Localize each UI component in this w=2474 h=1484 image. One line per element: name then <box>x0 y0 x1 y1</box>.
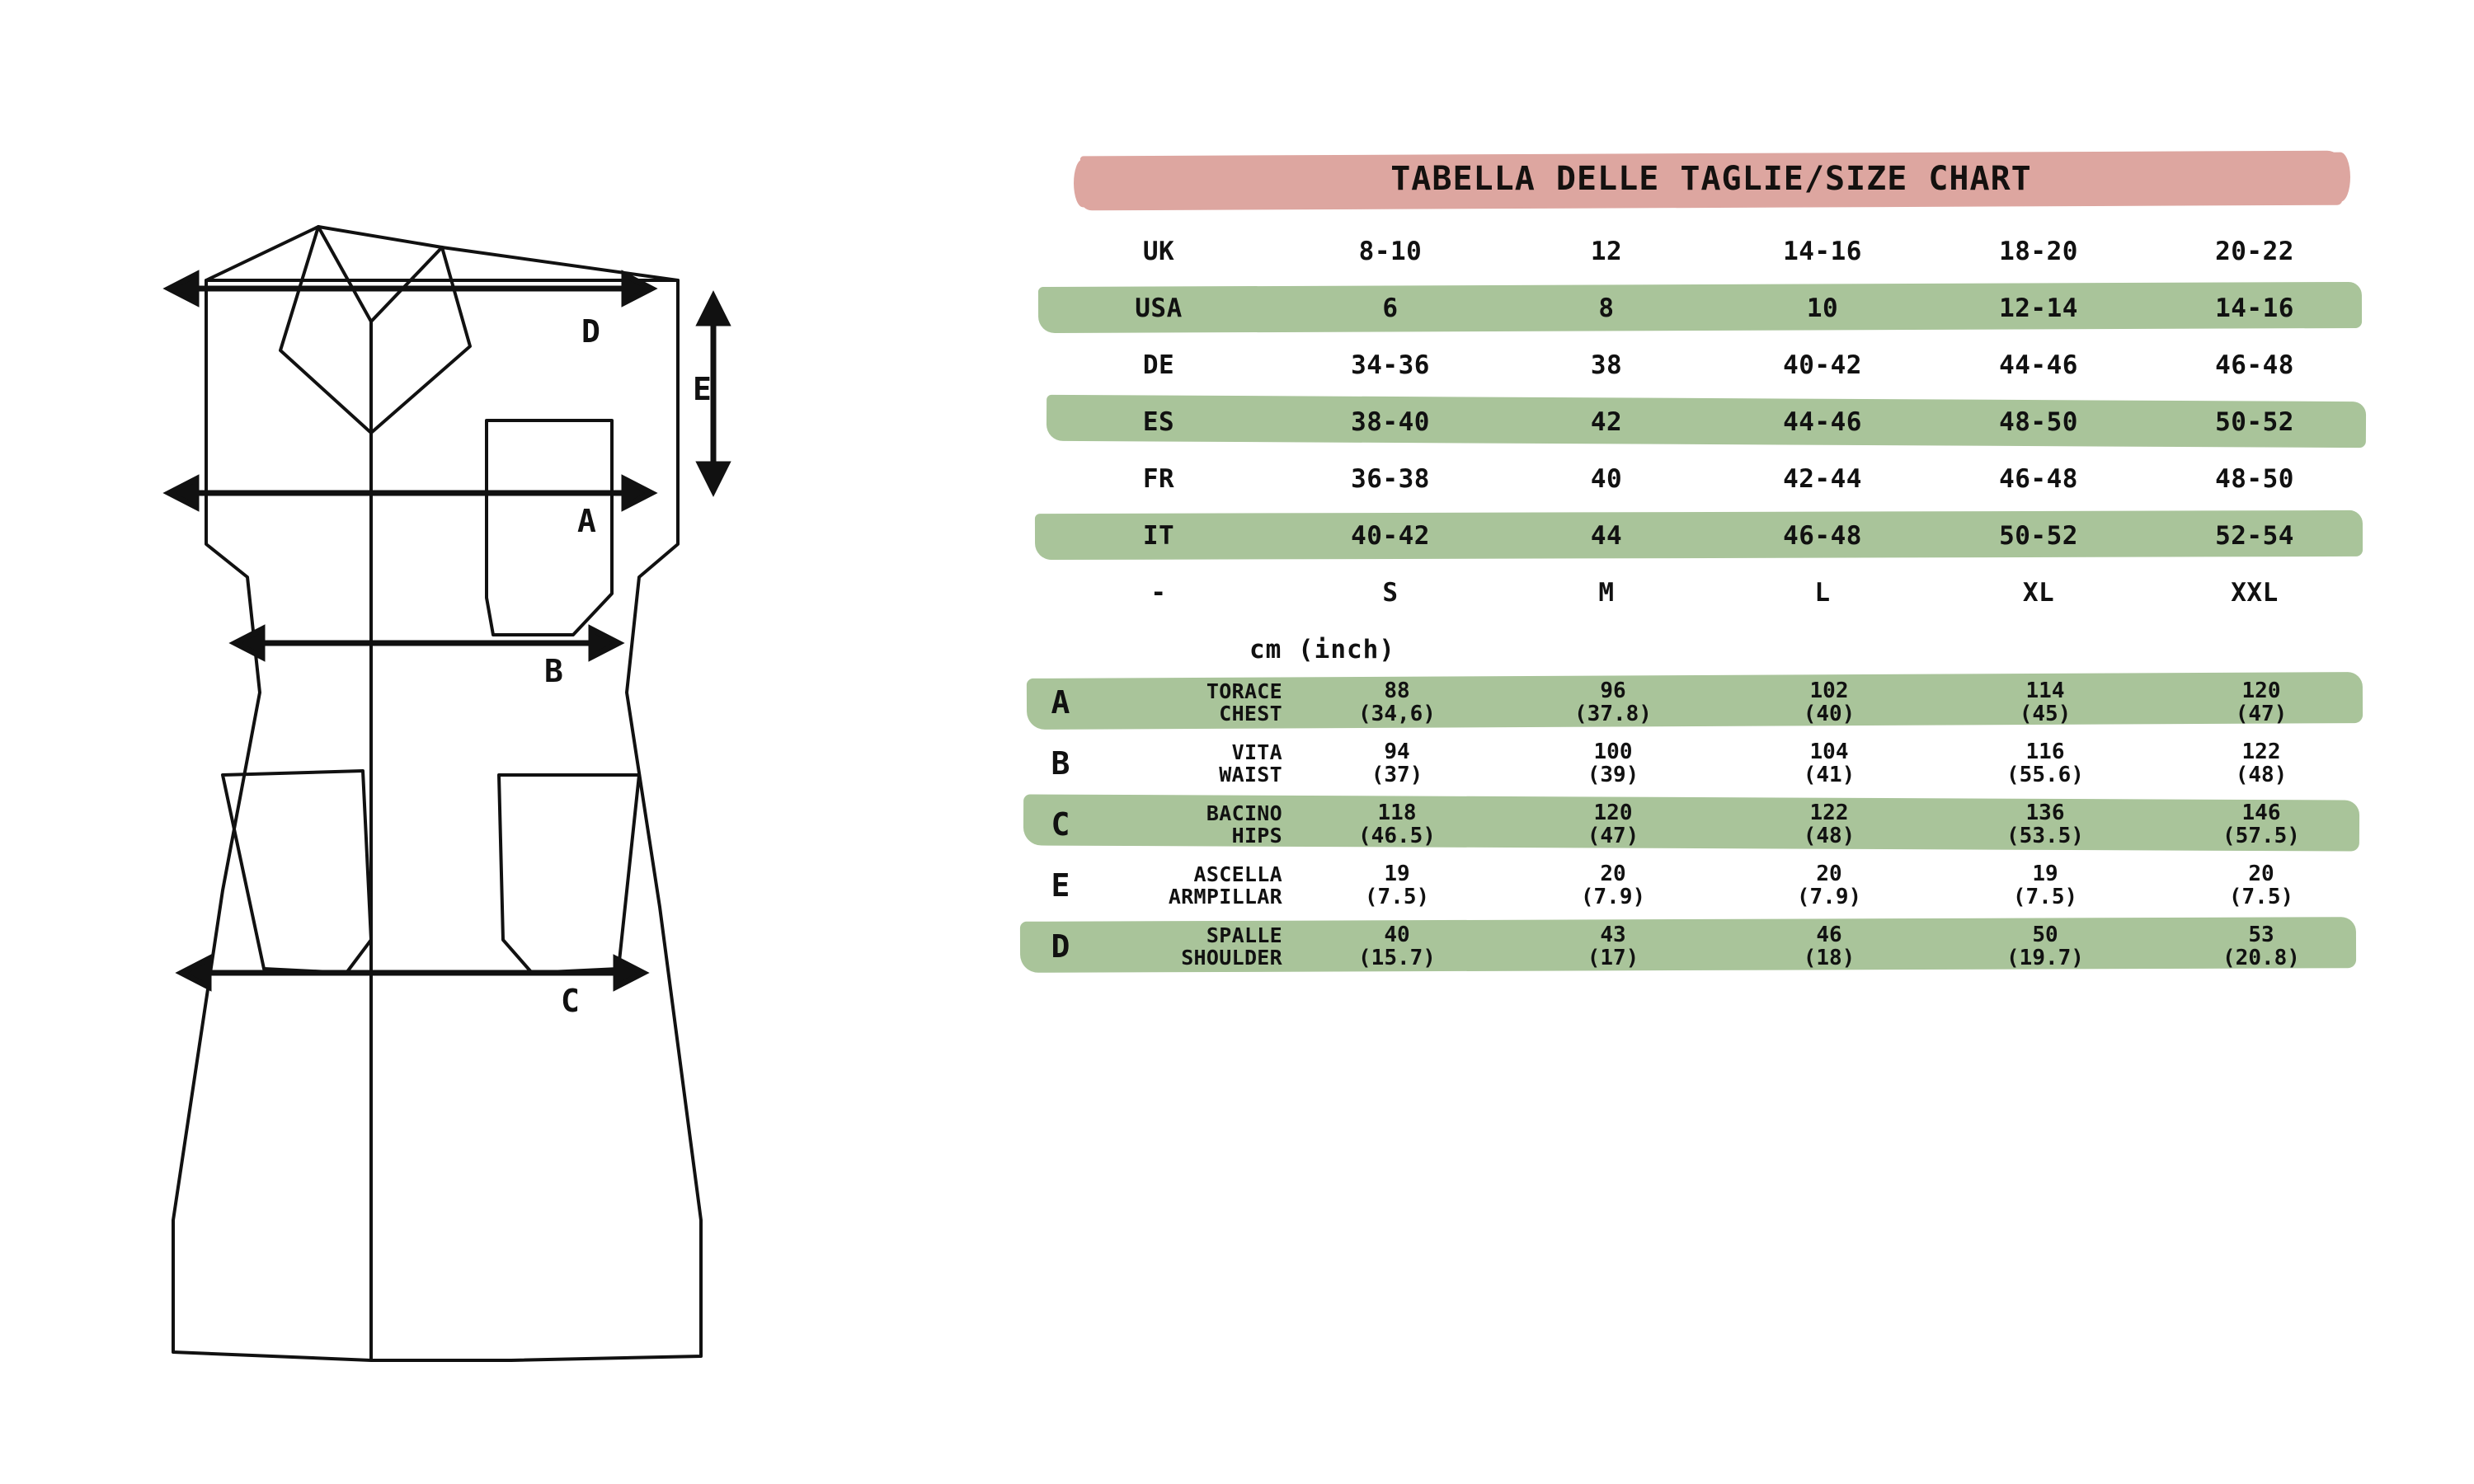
arrow-b-head-right <box>591 629 618 657</box>
value-cm: 43 <box>1600 922 1626 947</box>
arrow-e-head-bottom <box>700 464 727 491</box>
marker-label-c: C <box>561 983 580 1019</box>
value-inch: (7.5) <box>2012 885 2078 909</box>
value-cm: 104 <box>1809 739 1849 764</box>
value-inch: (15.7) <box>1358 946 1436 970</box>
value-inch: (37.8) <box>1574 702 1652 726</box>
measure-name <box>1086 802 1289 847</box>
value-cm: 19 <box>2032 861 2058 886</box>
row-label: FR <box>1142 463 1175 494</box>
measure-name <box>1086 741 1289 786</box>
measure-name-en: HIPS <box>1231 824 1282 848</box>
cell-value: 10 <box>1806 293 1839 323</box>
table-row <box>1035 733 2437 794</box>
value-inch: (55.6) <box>2006 763 2084 787</box>
arrow-d-head-left <box>169 275 196 303</box>
cell-value: 20-22 <box>2215 236 2294 266</box>
cell-value <box>1937 923 2153 970</box>
cell-value: 46-48 <box>1999 463 2078 494</box>
garment-pocket-left <box>223 771 371 973</box>
value-cm: 122 <box>1809 800 1849 825</box>
arrow-a-head-left <box>169 479 196 507</box>
measure-name-en: CHEST <box>1219 702 1282 726</box>
cell-value: 8-10 <box>1358 236 1423 266</box>
cell-value: 46-48 <box>2215 350 2294 380</box>
marker-label-d: D <box>581 313 600 350</box>
cell-value: XXL <box>2231 577 2279 608</box>
table-row <box>1035 794 2437 855</box>
table-row <box>1035 672 2437 733</box>
value-cm: 114 <box>2025 678 2065 703</box>
measurement-table <box>1035 672 2437 977</box>
value-cm: 122 <box>2241 739 2281 764</box>
cell-value: 38-40 <box>1351 406 1430 437</box>
value-cm: 120 <box>2241 678 2281 703</box>
cell-value <box>1721 740 1937 787</box>
measure-name-it: BACINO <box>1206 801 1282 825</box>
row-label: - <box>1150 577 1167 608</box>
table-row <box>1035 223 2404 279</box>
table-row <box>1035 916 2437 977</box>
measure-name-it: SPALLE <box>1206 923 1282 947</box>
cell-value: 40-42 <box>1351 520 1430 551</box>
cell-value: 18-20 <box>1999 236 2078 266</box>
cell-value: 52-54 <box>2215 520 2294 551</box>
measure-letter: D <box>1051 928 1070 965</box>
cell-value <box>2153 740 2369 787</box>
garment-lapel-left-inner <box>318 227 371 433</box>
value-cm: 146 <box>2241 800 2281 825</box>
value-cm: 96 <box>1600 678 1626 703</box>
cell-value: 44-46 <box>1999 350 2078 380</box>
table-row <box>1035 393 2404 450</box>
value-inch: (39) <box>1587 763 1639 787</box>
row-label: ES <box>1142 406 1175 437</box>
cell-value: 14-16 <box>2215 293 2294 323</box>
arrow-e-head-top <box>700 297 727 323</box>
value-inch: (48) <box>1803 824 1856 848</box>
measure-letter: E <box>1051 867 1070 904</box>
row-label: IT <box>1142 520 1175 551</box>
garment-illustration <box>124 148 1047 1385</box>
marker-label-e: E <box>693 371 712 407</box>
cell-value: 6 <box>1382 293 1399 323</box>
cell-value: 12 <box>1590 236 1623 266</box>
value-cm: 94 <box>1384 739 1410 764</box>
arrow-b-head-left <box>235 629 262 657</box>
cell-value: 46-48 <box>1783 520 1862 551</box>
cell-value <box>1937 801 2153 848</box>
cell-value <box>1505 740 1721 787</box>
value-inch: (57.5) <box>2222 824 2300 848</box>
value-inch: (7.5) <box>1364 885 1430 909</box>
garment-pocket-right <box>499 775 639 973</box>
measure-name <box>1086 924 1289 969</box>
arrow-c-head-left <box>181 959 209 987</box>
cell-value: XL <box>2022 577 2055 608</box>
value-cm: 46 <box>1816 922 1842 947</box>
value-cm: 120 <box>1593 800 1633 825</box>
cell-value: 48-50 <box>2215 463 2294 494</box>
value-inch: (17) <box>1587 946 1639 970</box>
value-cm: 20 <box>1816 861 1842 886</box>
value-inch: (7.9) <box>1580 885 1646 909</box>
cell-value <box>1289 679 1505 726</box>
measure-letter: B <box>1051 745 1070 782</box>
cell-value <box>1721 923 1937 970</box>
value-inch: (37) <box>1371 763 1423 787</box>
table-row <box>1035 450 2404 507</box>
measure-letter: C <box>1051 806 1070 843</box>
marker-label-b: B <box>544 653 563 689</box>
cell-value: 8 <box>1598 293 1615 323</box>
measure-name <box>1086 680 1289 725</box>
value-inch: (7.5) <box>2228 885 2294 909</box>
value-cm: 102 <box>1809 678 1849 703</box>
cell-value <box>1289 862 1505 909</box>
cell-value <box>1289 740 1505 787</box>
cell-value <box>2153 862 2369 909</box>
cell-value: 44-46 <box>1783 406 1862 437</box>
cell-value <box>1505 862 1721 909</box>
value-inch: (45) <box>2019 702 2072 726</box>
table-row <box>1035 336 2404 393</box>
cell-value <box>1505 923 1721 970</box>
cell-value: M <box>1598 577 1615 608</box>
cell-value <box>2153 923 2369 970</box>
cell-value: 38 <box>1590 350 1623 380</box>
measure-name-en: SHOULDER <box>1181 946 1282 970</box>
value-cm: 20 <box>1600 861 1626 886</box>
measure-name-en: ARMPILLAR <box>1168 885 1282 909</box>
garment-lapel-right <box>371 247 470 433</box>
cell-value: 14-16 <box>1783 236 1862 266</box>
cell-value <box>2153 801 2369 848</box>
cell-value: 12-14 <box>1999 293 2078 323</box>
row-label: DE <box>1142 350 1175 380</box>
row-label: UK <box>1142 236 1175 266</box>
value-cm: 100 <box>1593 739 1633 764</box>
cell-value <box>1505 801 1721 848</box>
value-inch: (40) <box>1803 702 1856 726</box>
garment-lapel-right-inner <box>371 247 442 322</box>
arrow-c-head-right <box>616 959 643 987</box>
value-cm: 19 <box>1384 861 1410 886</box>
value-cm: 53 <box>2248 922 2274 947</box>
measure-letter: A <box>1051 684 1070 721</box>
cell-value: 50-52 <box>2215 406 2294 437</box>
cell-value <box>1937 740 2153 787</box>
value-cm: 118 <box>1377 800 1417 825</box>
size-chart <box>1035 132 2437 1369</box>
cell-value <box>1289 923 1505 970</box>
value-inch: (19.7) <box>2006 946 2084 970</box>
value-inch: (18) <box>1803 946 1856 970</box>
value-cm: 50 <box>2032 922 2058 947</box>
measure-name-it: ASCELLA <box>1193 862 1282 886</box>
cell-value: 50-52 <box>1999 520 2078 551</box>
cell-value: 36-38 <box>1351 463 1430 494</box>
value-inch: (47) <box>2235 702 2288 726</box>
cell-value: 40 <box>1590 463 1623 494</box>
value-inch: (20.8) <box>2222 946 2300 970</box>
cell-value: S <box>1382 577 1399 608</box>
measure-name-it: VITA <box>1231 740 1282 764</box>
table-row <box>1035 564 2404 621</box>
table-row <box>1035 279 2404 336</box>
value-cm: 20 <box>2248 861 2274 886</box>
garment-body-outline <box>173 280 701 1360</box>
cell-value <box>1721 862 1937 909</box>
cell-value: 42 <box>1590 406 1623 437</box>
value-inch: (34,6) <box>1358 702 1436 726</box>
row-label: USA <box>1135 293 1183 323</box>
value-cm: 116 <box>2025 739 2065 764</box>
marker-label-a: A <box>577 503 596 539</box>
size-conversion-table <box>1035 223 2404 621</box>
table-row <box>1035 507 2404 564</box>
value-inch: (7.9) <box>1796 885 1862 909</box>
measure-name-it: TORACE <box>1206 679 1282 703</box>
table-row <box>1035 855 2437 916</box>
cell-value <box>1937 862 2153 909</box>
cell-value: 34-36 <box>1351 350 1430 380</box>
value-cm: 40 <box>1384 922 1410 947</box>
cell-value: 40-42 <box>1783 350 1862 380</box>
cell-value: 42-44 <box>1783 463 1862 494</box>
value-inch: (48) <box>2235 763 2288 787</box>
cell-value <box>1721 679 1937 726</box>
garment-lapel-left <box>280 227 371 433</box>
cell-value <box>1937 679 2153 726</box>
cell-value <box>1289 801 1505 848</box>
cell-value <box>2153 679 2369 726</box>
value-cm: 88 <box>1384 678 1410 703</box>
cell-value <box>1721 801 1937 848</box>
value-inch: (46.5) <box>1358 824 1436 848</box>
value-cm: 136 <box>2025 800 2065 825</box>
cell-value: 44 <box>1590 520 1623 551</box>
measure-name <box>1086 863 1289 908</box>
value-inch: (53.5) <box>2006 824 2084 848</box>
unit-note: cm (inch) <box>1249 635 1395 665</box>
cell-value: L <box>1814 577 1831 608</box>
garment-shoulder-line <box>206 227 678 280</box>
chart-title: TABELLA DELLE TAGLIE/SIZE CHART <box>1390 160 2032 198</box>
cell-value: 48-50 <box>1999 406 2078 437</box>
arrow-a-head-right <box>624 479 651 507</box>
value-inch: (41) <box>1803 763 1856 787</box>
measure-name-en: WAIST <box>1219 763 1282 787</box>
cell-value <box>1505 679 1721 726</box>
value-inch: (47) <box>1587 824 1639 848</box>
